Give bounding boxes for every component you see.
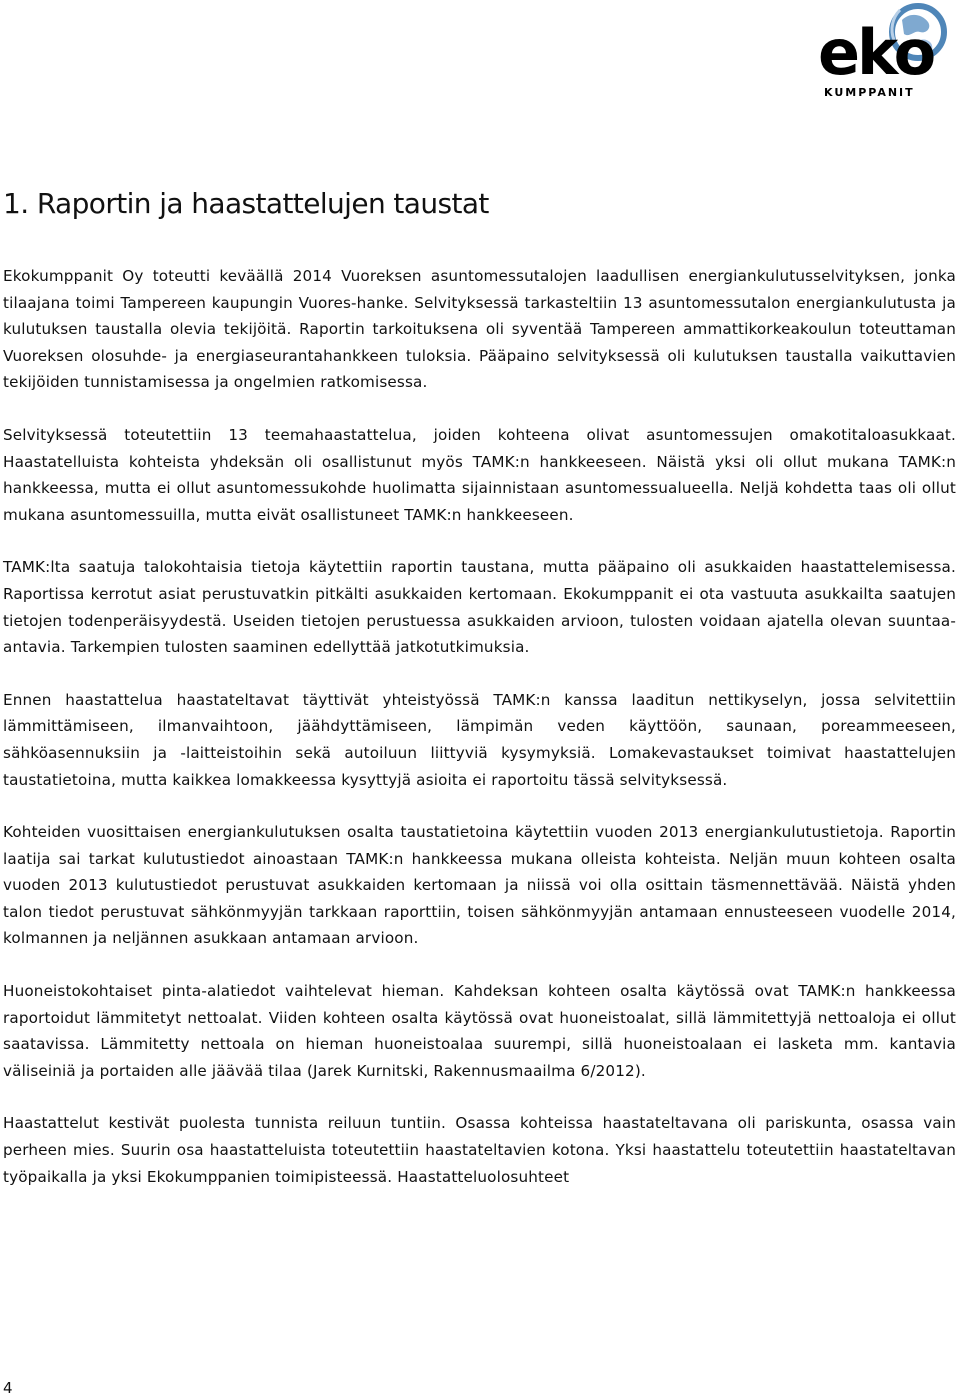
paragraph-interview-conditions: Haastattelut kestivät puolesta tunnista reiluun tuntiin. Osassa kohteissa haastateltavana oli pariskunta, osassa vain perheen mies. Suurin osa haastatteluista toteutettiin haastateltavien kotona. Yksi haastattelu toteutettiin haastateltavan työpaikalla ja yksi Ekokumppanien toimipisteessä. Haastatteluolosuhteet	[3, 1114, 956, 1186]
paragraph-energy-data: Kohteiden vuosittaisen energiankulutuksen osalta taustatietoina käytettiin vuoden 2013 energiankulutustietoja. Raportin laatija sai tarkat kulutustiedot ainoastaan TAMK:n hankkeessa mukana olleista kohteista. Neljän muun kohteen osalta vuoden 2013 kulutustiedot perustuvat asukkaiden kertomaan ja niissä voi olla osittain täsmennettävää. Näistä yhden talon tiedot perustuvat sähkönmyyjän tarkkaan raporttiin, toisen sähkönmyyjän antamaan ennusteeseen vuodelle 2014, kolmannen ja neljännen asukkaan antamaan arvioon.	[3, 823, 956, 948]
section-heading: 1. Raportin ja haastattelujen taustat	[3, 187, 489, 220]
body-text	[3, 263, 956, 1216]
paragraph-background: Ekokumppanit Oy toteutti keväällä 2014 Vuoreksen asuntomessutalojen laadullisen energiankulutusselvityksen, jonka tilaajana toimi Tampereen kaupungin Vuores-hanke. Selvityksessä tarkasteltiin 13 asuntomessutalon energiankulutusta ja kulutuksen taustalla olevia tekijöitä. Raportin tarkoituksena oli syventää Tampereen ammattikorkeakoulun toteuttaman Vuoreksen olosuhde- ja energiaseurantahankkeen tuloksia. Pääpaino selvityksessä oli kulutuksen taustalla vaikuttavien tekijöiden tunnistamisessa ja ongelmien ratkomisessa.	[3, 267, 956, 392]
paragraph-survey: Ennen haastattelua haastateltavat täyttivät yhteistyössä TAMK:n kanssa laaditun nettikyselyn, jossa selvitettiin lämmittämiseen, ilmanvaihtoon, jäähdyttämiseen, lämpimän veden käyttöön, saunaan, poreammeeseen, sähköasennuksiin ja -laitteistoihin sekä autoiluun liittyviä kysymyksiä. Lomakevastaukset toimivat haastattelujen taustatietoina, mutta kaikkea lomakkeessa kysyttyjä asioita ei raportoitu tässä selvityksessä.	[3, 690, 956, 789]
paragraph-interviews: Selvityksessä toteutettiin 13 teemahaastattelua, joiden kohteena olivat asuntomessujen omakotitaloasukkaat. Haastatelluista kohteista yhdeksän oli osallistunut myös TAMK:n hankkeeseen. Näistä yksi oli ollut mukana TAMK:n hankkeessa, mutta ei ollut asuntomessukohde huolimatta sijainnistaan asuntomessualueella. Neljä kohdetta taas oli ollut mukana asuntomessuilla, mutta eivät osallistuneet TAMK:n hankkeeseen.	[3, 425, 956, 524]
ekokumppanit-logo	[800, 0, 950, 110]
paragraph-floor-areas: Huoneistokohtaiset pinta-alatiedot vaihtelevat hieman. Kahdeksan kohteen osalta käytössä ovat TAMK:n hankkeessa raportoidut lämmitetyt nettoalat. Viiden kohteen osalta käytössä ovat huoneistoalat, sillä lämmitettyjä nettoaloja ei ollut saatavissa. Lämmitetty nettoala on hieman huoneistoalaa suurempi, sillä huoneistoalaan ei lasketa mm. kantavia väliseiniä ja portaiden alle jäävää tilaa (Jarek Kurnitski, Rakennusmaailma 6/2012).	[3, 982, 956, 1080]
paragraph-data-sources: TAMK:lta saatuja talokohtaisia tietoja käytettiin raportin taustana, mutta pääpaino oli asukkaiden haastattelemisessa. Raportissa kerrotut asiat perustuvatkin pitkälti asukkaiden kertomaan. Ekokumppanit ei ota vastuuta asukkailta saatujen tietojen todenperäisyydestä. Useiden tietojen perustuessa asukkaiden arvioon, tulosten voidaan ajatella olevan suuntaa-antavia. Tarkempien tulosten saaminen edellyttää jatkotutkimuksia.	[3, 558, 956, 657]
logo-wordmark: eko	[818, 16, 934, 89]
page-number: 4	[3, 1379, 13, 1397]
logo-subtitle: KUMPPANIT	[824, 86, 915, 99]
